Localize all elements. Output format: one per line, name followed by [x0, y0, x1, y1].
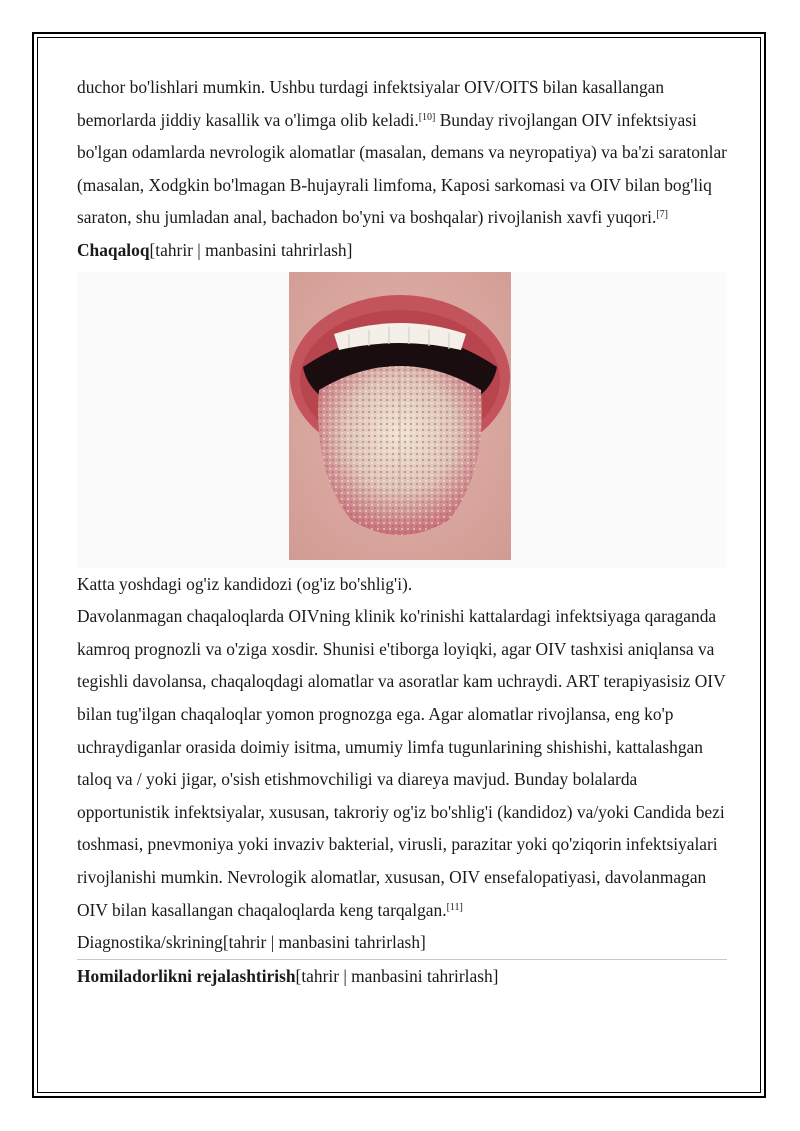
document-content — [77, 71, 727, 992]
figure-container — [77, 272, 727, 568]
section-title-chaqaloq: Chaqaloq — [77, 239, 150, 260]
intro-paragraph — [77, 71, 727, 234]
edit-links-homiladorlik[interactable]: [tahrir | manbasini tahrirlash] — [295, 965, 499, 986]
edit-links-diagnostika[interactable]: [tahrir | manbasini tahrirlash] — [222, 932, 426, 953]
citation-7[interactable]: [7] — [656, 209, 668, 221]
edit-links-chaqaloq[interactable]: [tahrir | manbasini tahrirlash] — [149, 239, 353, 260]
section-heading-diagnostika — [77, 926, 727, 959]
oral-candidiasis-image — [289, 272, 511, 560]
oral-candidiasis-photo-icon — [289, 272, 511, 560]
section-heading-chaqaloq — [77, 234, 727, 267]
infant-paragraph — [77, 600, 727, 926]
section-title-homiladorlik: Homiladorlikni rejalashtirish — [77, 965, 296, 986]
section-heading-homiladorlik — [77, 960, 727, 993]
section-title-diagnostika: Diagnostika/skrining — [77, 932, 223, 953]
figure-caption: Katta yoshdagi og'iz kandidozi (og'iz bo'shlig'i). — [77, 573, 413, 594]
citation-10[interactable]: [10] — [418, 111, 436, 123]
intro-text-part2: Bunday rivojlangan OIV infektsiyasi bo'lgan odamlarda nevrologik alomatlar (masalan, demans va neyropatiya) va ba'zi saratonlar (masalan, Xodgkin bo'lmagan B-hujayrali limfoma, Kaposi sarkomasi va OIV bilan bog'liq saraton, shu jumladan anal, bachadon bo'yni va boshqalar) rivojlanish xavfi yuqori. — [77, 109, 727, 228]
citation-11[interactable]: [11] — [446, 901, 463, 913]
infant-text: Davolanmagan chaqaloqlarda OIVning klinik ko'rinishi kattalardagi infektsiyaga qaraganda kamroq prognozli va o'ziga xosdir. Shunisi e'tiborga loyiqki, agar OIV tashxisi aniqlansa va tegishli davolansa, chaqaloqdagi alomatlar va asoratlar kam uchraydi. ART terapiyasisiz OIV bilan tug'ilgan chaqaloqlar yomon prognozga ega. Agar alomatlar rivojlansa, eng ko'p uchraydiganlar orasida doimiy isitma, umumiy limfa tugunlarining shishishi, kattalashgan taloq va / yoki jigar, o'sish etishmovchiligi va diareya mavjud. Bunday bolalarda opportunistik infektsiyalar, xususan, takroriy og'iz bo'shlig'i (kandidoz) va/yoki Candida bezi toshmasi, pnevmoniya yoki invaziv bakterial, virusli, parazitar yoki qo'ziqorin infektsiyalari rivojlanishi mumkin. Nevrologik alomatlar, xususan, OIV ensefalopatiyasi, davolanmagan OIV bilan kasallangan chaqaloqlarda keng tarqalgan. — [77, 606, 726, 920]
intro-text-part1: duchor bo'lishlari mumkin. Ushbu turdagi infektsiyalar OIV/OITS bilan kasallangan bemorlarda jiddiy kasallik va o'limga olib keladi. — [77, 77, 665, 130]
